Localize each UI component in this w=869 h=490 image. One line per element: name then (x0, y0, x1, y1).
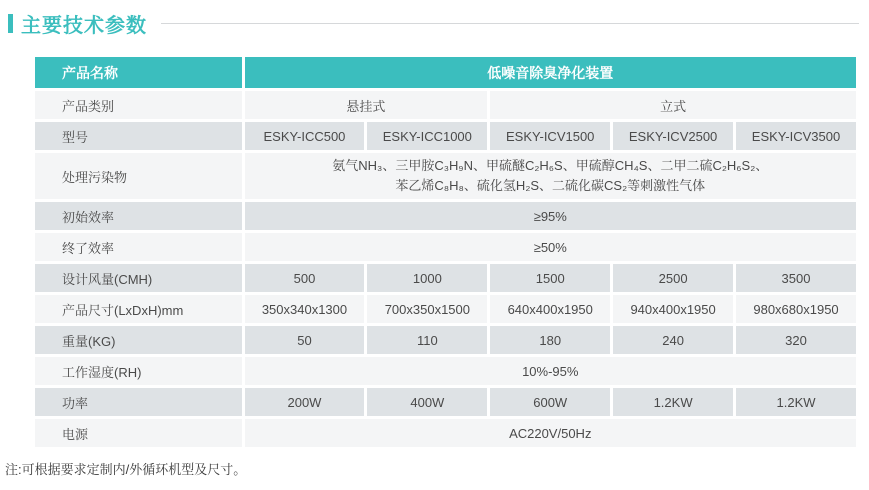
value-cell: 1500 (490, 264, 610, 292)
value-cell: ESKY-ICC1000 (367, 122, 487, 150)
table-row (35, 295, 856, 323)
value-cell: 10%-95% (245, 357, 856, 385)
table-row (35, 357, 856, 385)
row-label: 重量(KG) (35, 326, 242, 354)
product-name-header-cell: 产品名称 (35, 57, 242, 88)
value-cell: 500 (245, 264, 365, 292)
value-cell: 400W (367, 388, 487, 416)
value-cell: ESKY-ICV2500 (613, 122, 733, 150)
value-cell: 980x680x1950 (736, 295, 856, 323)
value-cell: 350x340x1300 (245, 295, 365, 323)
value-cell (245, 153, 856, 199)
row-label: 产品尺寸(LxDxH)mm (35, 295, 242, 323)
row-label: 型号 (35, 122, 242, 150)
value-cell: 1.2KW (613, 388, 733, 416)
row-label: 功率 (35, 388, 242, 416)
row-label: 产品类别 (35, 91, 242, 119)
table-row (35, 233, 856, 261)
table-row (35, 91, 856, 119)
value-cell: 110 (367, 326, 487, 354)
value-cell: 700x350x1500 (367, 295, 487, 323)
value-cell: 180 (490, 326, 610, 354)
title-accent-bar (8, 14, 13, 33)
value-cell: 1000 (367, 264, 487, 292)
specs-table (32, 54, 859, 450)
row-label: 工作湿度(RH) (35, 357, 242, 385)
row-label: 电源 (35, 419, 242, 447)
title-rule (161, 23, 859, 24)
table-row (35, 388, 856, 416)
product-family-header-cell: 低噪音除臭净化装置 (245, 57, 856, 88)
row-label: 设计风量(CMH) (35, 264, 242, 292)
page-title: 主要技术参数 (21, 14, 147, 37)
value-cell: ESKY-ICV3500 (736, 122, 856, 150)
value-cell: 200W (245, 388, 365, 416)
table-row (35, 153, 856, 199)
value-cell-line: 苯乙烯C₈H₈、硫化氢H₂S、二硫化碳CS₂等刺激性气体 (395, 178, 706, 193)
value-cell: 600W (490, 388, 610, 416)
table-row (35, 326, 856, 354)
value-cell: 3500 (736, 264, 856, 292)
value-cell: AC220V/50Hz (245, 419, 856, 447)
footnote: 注:可根据要求定制内/外循环机型及尺寸。 (5, 462, 247, 477)
value-cell: 240 (613, 326, 733, 354)
value-cell: 640x400x1950 (490, 295, 610, 323)
row-label: 处理污染物 (35, 153, 242, 199)
value-cell: 940x400x1950 (613, 295, 733, 323)
value-cell: 50 (245, 326, 365, 354)
table-header-row (35, 57, 856, 88)
row-label: 初始效率 (35, 202, 242, 230)
value-cell: 2500 (613, 264, 733, 292)
table-row (35, 122, 856, 150)
value-cell: 悬挂式 (245, 91, 488, 119)
specs-table-body (35, 91, 856, 447)
value-cell: ≥95% (245, 202, 856, 230)
value-cell-line: 氨气NH₃、三甲胺C₃H₉N、甲硫醚C₂H₆S、甲硫醇CH₄S、二甲二硫C₂H₆S₂、 (332, 158, 769, 173)
value-cell: ESKY-ICC500 (245, 122, 365, 150)
value-cell: ESKY-ICV1500 (490, 122, 610, 150)
table-row (35, 202, 856, 230)
table-row (35, 419, 856, 447)
value-cell: 320 (736, 326, 856, 354)
value-cell: 立式 (490, 91, 856, 119)
value-cell: 1.2KW (736, 388, 856, 416)
table-row (35, 264, 856, 292)
value-cell: ≥50% (245, 233, 856, 261)
row-label: 终了效率 (35, 233, 242, 261)
title-row (0, 0, 869, 37)
